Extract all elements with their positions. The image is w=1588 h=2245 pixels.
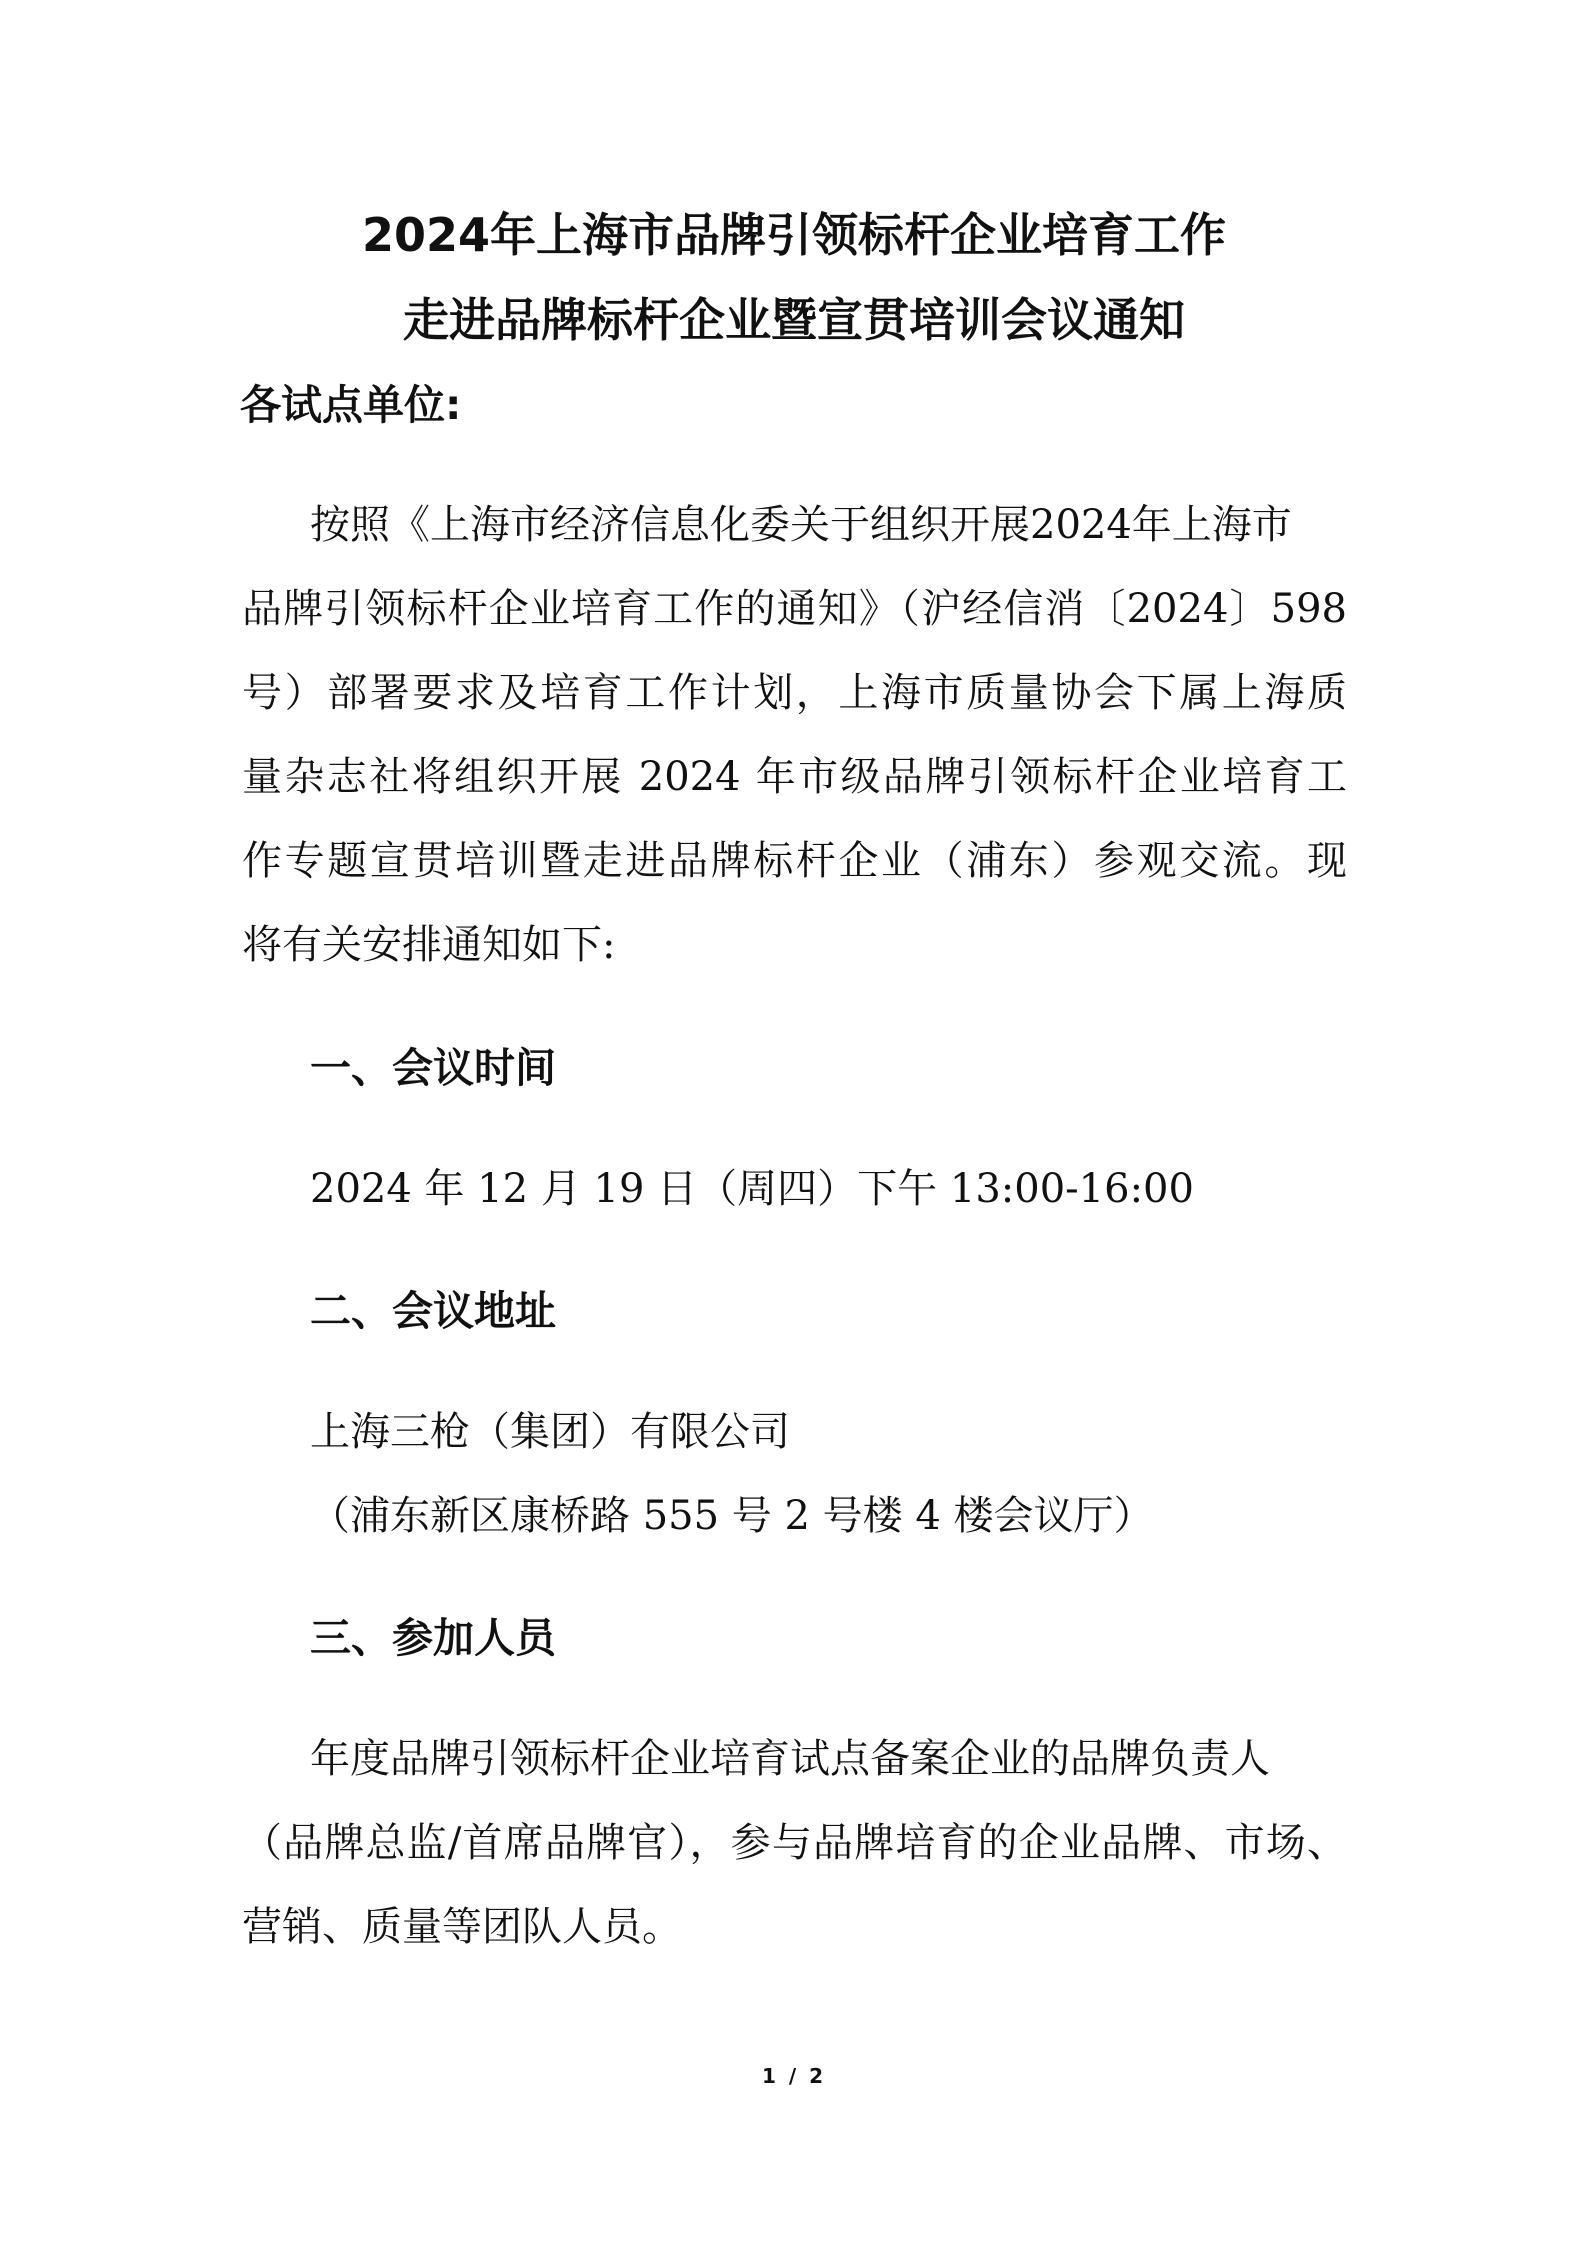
intro-line: 量杂志社将组织开展 2024 年市级品牌引领标杆企业培育工 (242, 754, 1347, 800)
meeting-time: 2024 年 12 月 19 日（周四）下午 13:00-16:00 (310, 1166, 1194, 1212)
venue-address: （浦东新区康桥路 555 号 2 号楼 4 楼会议厅） (310, 1493, 1154, 1539)
attendees-line: 营销、质量等团队人员。 (242, 1904, 682, 1950)
title-line-1: 2024年上海市品牌引领标杆企业培育工作 (361, 208, 1227, 262)
salutation: 各试点单位: (240, 381, 462, 429)
section-heading-address: 二、会议地址 (310, 1287, 556, 1335)
attendees-line: 年度品牌引领标杆企业培育试点备案企业的品牌负责人 (310, 1736, 1270, 1782)
intro-line: 作专题宣贯培训暨走进品牌标杆企业（浦东）参观交流。现 (242, 838, 1347, 884)
page-number: 1 / 2 (761, 2064, 827, 2088)
attendees-line: （品牌总监/首席品牌官），参与品牌培育的企业品牌、市场、 (242, 1820, 1347, 1866)
section-heading-time: 一、会议时间 (310, 1044, 556, 1092)
venue-name: 上海三枪（集团）有限公司 (310, 1409, 790, 1455)
title-line-2: 走进品牌标杆企业暨宣贯培训会议通知 (403, 293, 1185, 347)
intro-line: 将有关安排通知如下: (242, 922, 616, 968)
intro-line: 按照《上海市经济信息化委关于组织开展2024年上海市 (310, 502, 1292, 548)
intro-line: 号）部署要求及培育工作计划，上海市质量协会下属上海质 (242, 670, 1347, 716)
section-heading-attendees: 三、参加人员 (310, 1614, 556, 1662)
intro-line: 品牌引领标杆企业培育工作的通知》（沪经信消〔2024〕598 (242, 586, 1347, 632)
